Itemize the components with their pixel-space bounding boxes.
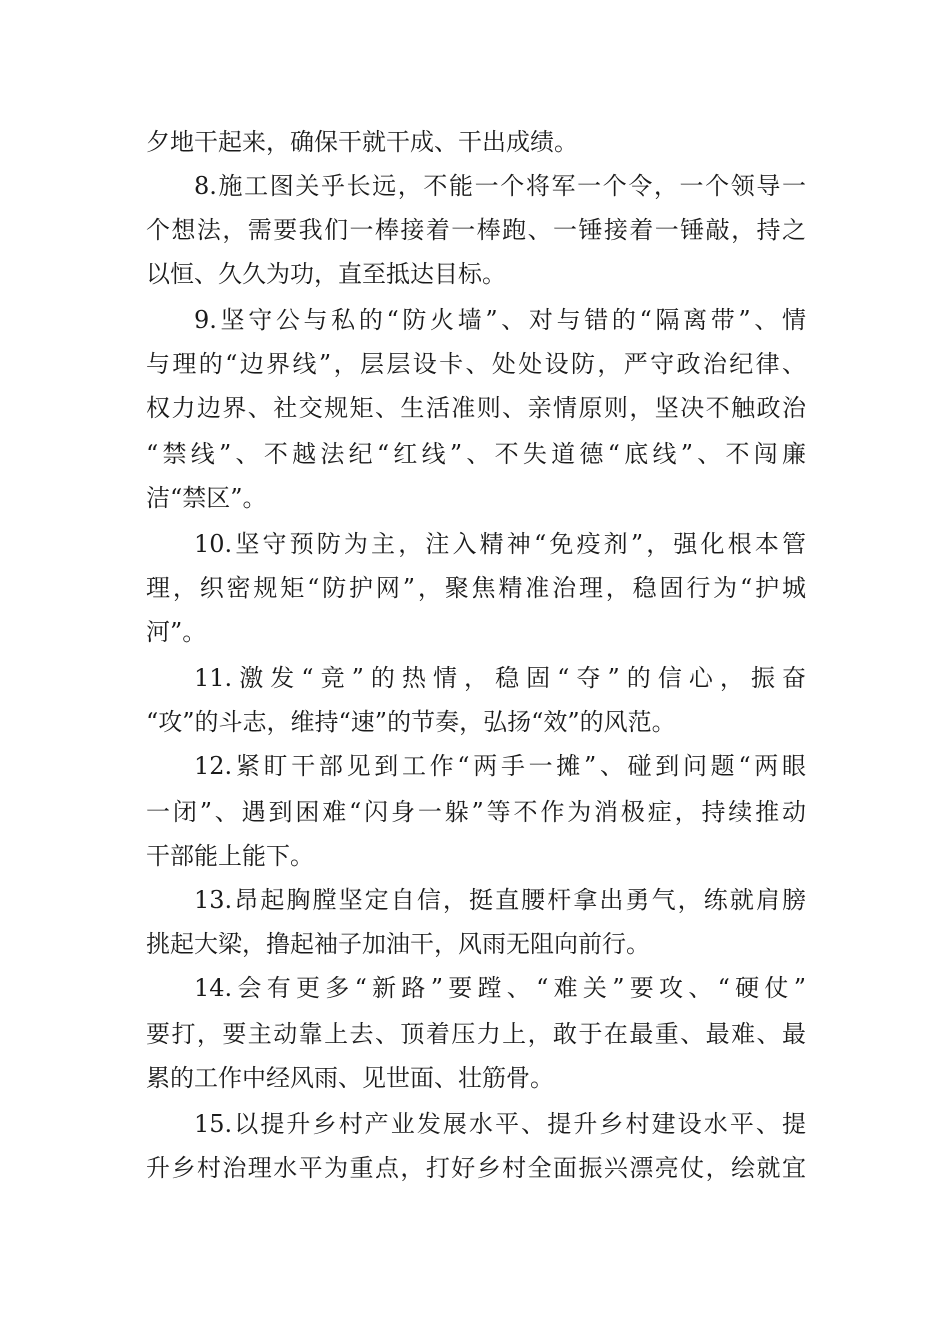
text-line: 15.以提升乡村产业发展水平、提升乡村建设水平、提 [194, 1110, 806, 1138]
text-line: 累的工作中经风雨、见世面、壮筋骨。 [146, 1064, 554, 1092]
text-line: “禁线”、不越法纪“红线”、不失道德“底线”、不闯廉 [146, 440, 806, 468]
text-line: 10.坚守预防为主，注入精神“免疫剂”，强化根本管 [194, 530, 806, 558]
text-line: 夕地干起来，确保干就干成、干出成绩。 [146, 128, 578, 156]
text-line: 14.会有更多“新路”要蹚、“难关”要攻、“硬仗” [194, 974, 806, 1002]
text-line: “攻”的斗志，维持“速”的节奏，弘扬“效”的风范。 [146, 708, 676, 736]
text-line: 河”。 [146, 618, 207, 646]
text-line: 8.施工图关乎长远，不能一个将军一个令，一个领导一 [194, 172, 806, 200]
text-line: 理，织密规矩“防护网”，聚焦精准治理，稳固行为“护城 [146, 574, 806, 602]
text-line: 升乡村治理水平为重点，打好乡村全面振兴漂亮仗，绘就宜 [146, 1154, 806, 1182]
text-line: 干部能上能下。 [146, 842, 314, 870]
text-line: 与理的“边界线”，层层设卡、处处设防，严守政治纪律、 [146, 350, 806, 378]
text-line: 权力边界、社交规矩、生活准则、亲情原则，坚决不触政治 [146, 394, 806, 422]
text-line: 一闭”、遇到困难“闪身一躲”等不作为消极症，持续推动 [146, 798, 806, 826]
text-line: 12.紧盯干部见到工作“两手一摊”、碰到问题“两眼 [194, 752, 806, 780]
text-line: 个想法，需要我们一棒接着一棒跑、一锤接着一锤敲，持之 [146, 216, 806, 244]
text-line: 11.激发“竞”的热情，稳固“夺”的信心，振奋 [194, 664, 806, 692]
text-line: 以恒、久久为功，直至抵达目标。 [146, 260, 506, 288]
text-line: 挑起大梁，撸起袖子加油干，风雨无阻向前行。 [146, 930, 650, 958]
text-line: 要打，要主动靠上去、顶着压力上，敢于在最重、最难、最 [146, 1020, 806, 1048]
text-line: 洁“禁区”。 [146, 484, 267, 512]
text-line: 9.坚守公与私的“防火墙”、对与错的“隔离带”、情 [194, 306, 806, 334]
text-line: 13.昂起胸膛坚定自信，挺直腰杆拿出勇气，练就肩膀 [194, 886, 806, 914]
